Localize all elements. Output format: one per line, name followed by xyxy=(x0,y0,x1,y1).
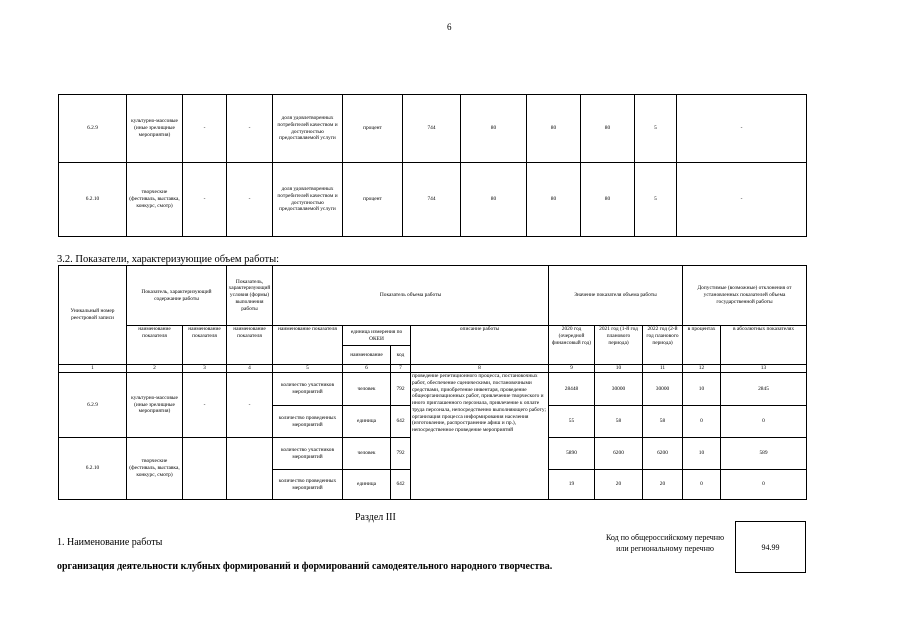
cell-absolute: 589 xyxy=(721,438,807,470)
cell-code: 6.2.10 xyxy=(59,163,127,237)
cell-value-3: 58 xyxy=(643,406,683,438)
cell-description: проведение репетиционного процесса, постановочных работ, обеспечение сценическими, постановочными средствами, приобретение инвентаря, проведение общеорганизационных работ, привлечение творческого и иного приглашенного персонала, привлечение к оплате труда персонала, непосредственно выполняющего работу; организация процесса информирования населения (изготовление, распространение афиш и пр.), непосредственное проведение мероприятий xyxy=(411,373,549,500)
work-name-label: 1. Наименование работы xyxy=(57,537,163,548)
cell-okei: 744 xyxy=(403,95,461,163)
cell-volume-name: количество участников мероприятий xyxy=(273,438,343,470)
cell-value-1: 55 xyxy=(549,406,595,438)
header-value-group: Значение показателя объема работы xyxy=(549,266,683,326)
cell-indicator: доля удовлетворенных потребителей качеством и доступностью предоставляемой услуги xyxy=(273,163,343,237)
header-row xyxy=(59,326,807,346)
cell-unit: единица xyxy=(343,406,391,438)
cell-code: 6.2.9 xyxy=(59,373,127,438)
header-unit-code: код xyxy=(391,346,411,365)
cell-percent: 0 xyxy=(683,470,721,500)
cell-c3: - xyxy=(183,373,227,438)
header-description: описание работы xyxy=(411,326,549,365)
col-number: 9 xyxy=(549,365,595,373)
work-name: организация деятельности клубных формирований и формирований самодеятельного народного творчества. xyxy=(57,561,553,572)
table-row xyxy=(59,373,807,406)
header-absolute: в абсолютных показателях xyxy=(721,326,807,365)
cell-okei: 642 xyxy=(391,406,411,438)
header-volume-group: Показатель объема работы xyxy=(273,266,549,326)
col-number: 12 xyxy=(683,365,721,373)
cell-code: 6.2.9 xyxy=(59,95,127,163)
header-unit-name: наименование xyxy=(343,346,391,365)
col-number: 4 xyxy=(227,365,273,373)
cell-value-2: 20 xyxy=(595,470,643,500)
cell-absolute: 2845 xyxy=(721,373,807,406)
header-row xyxy=(59,266,807,326)
cell-unit: процент xyxy=(343,163,403,237)
cell-value-1: 19 xyxy=(549,470,595,500)
cell-c4: - xyxy=(227,95,273,163)
col-number: 13 xyxy=(721,365,807,373)
col-number: 5 xyxy=(273,365,343,373)
cell-value-3: 80 xyxy=(581,95,635,163)
cell-value-3: 20 xyxy=(643,470,683,500)
page-number: 6 xyxy=(447,22,452,32)
cell-value-2: 30000 xyxy=(595,373,643,406)
cell-volume-name: количество проведенных мероприятий xyxy=(273,406,343,438)
header-unit: единица измерения по ОКЕИ xyxy=(343,326,411,346)
cell-content: культурно-массовые (иные зрелищные мероприятия) xyxy=(127,95,183,163)
cell-absolute: - xyxy=(677,163,807,237)
cell-value-1: 28448 xyxy=(549,373,595,406)
header-indicator-name: наименование показателя xyxy=(127,326,183,365)
cell-value-3: 6200 xyxy=(643,438,683,470)
cell-percent: 0 xyxy=(683,406,721,438)
col-number: 11 xyxy=(643,365,683,373)
cell-content: творческие (фестиваль, выставка, конкурс, смотр) xyxy=(127,438,183,500)
col-number: 10 xyxy=(595,365,643,373)
cell-unit: человек xyxy=(343,373,391,406)
header-indicator-name: наименование показателя xyxy=(183,326,227,365)
cell-c3: - xyxy=(183,95,227,163)
cell-value-1: 80 xyxy=(461,163,527,237)
header-year-1: 2020 год (очередной финансовый год) xyxy=(549,326,595,365)
cell-okei: 642 xyxy=(391,470,411,500)
cell-okei: 792 xyxy=(391,438,411,470)
col-number: 2 xyxy=(127,365,183,373)
col-number: 3 xyxy=(183,365,227,373)
cell-c4: - xyxy=(227,373,273,438)
cell-value-2: 6200 xyxy=(595,438,643,470)
cell-okei: 792 xyxy=(391,373,411,406)
cell-unit: процент xyxy=(343,95,403,163)
cell-value-3: 30000 xyxy=(643,373,683,406)
code-value-box xyxy=(735,521,806,573)
cell-content: культурно-массовые (иные зрелищные мероприятия) xyxy=(127,373,183,438)
col-number: 7 xyxy=(391,365,411,373)
header-content-group: Показатель, характеризующий содержание работы xyxy=(127,266,227,326)
col-number: 6 xyxy=(343,365,391,373)
code-value: 94.99 xyxy=(761,542,780,552)
cell-c3: - xyxy=(183,163,227,237)
section-label: Раздел III xyxy=(355,512,396,523)
table-row xyxy=(59,95,807,163)
section-title: 3.2. Показатели, характеризующие объем работы: xyxy=(57,254,280,265)
cell-content: творческие (фестиваль, выставка, конкурс, смотр) xyxy=(127,163,183,237)
cell-value-1: 80 xyxy=(461,95,527,163)
col-number: 1 xyxy=(59,365,127,373)
cell-absolute: 0 xyxy=(721,470,807,500)
header-volume-name: наименование показателя xyxy=(273,326,343,365)
cell-unit: человек xyxy=(343,438,391,470)
cell-c4 xyxy=(227,438,273,500)
table-row xyxy=(59,163,807,237)
cell-percent: 10 xyxy=(683,373,721,406)
cell-value-2: 80 xyxy=(527,163,581,237)
cell-percent: 10 xyxy=(683,438,721,470)
cell-value-1: 5890 xyxy=(549,438,595,470)
header-year-3: 2022 год (2-й год планового периода) xyxy=(643,326,683,365)
cell-unit: единица xyxy=(343,470,391,500)
cell-value-2: 80 xyxy=(527,95,581,163)
cell-percent: 5 xyxy=(635,95,677,163)
col-number: 8 xyxy=(411,365,549,373)
cell-volume-name: количество участников мероприятий xyxy=(273,373,343,406)
cell-okei: 744 xyxy=(403,163,461,237)
cell-absolute: 0 xyxy=(721,406,807,438)
header-deviation-group: Допустимые (возможные) отклонения от установленных показателей объема государственной работы xyxy=(683,266,807,326)
header-indicator-name: наименование показателя xyxy=(227,326,273,365)
cell-c4: - xyxy=(227,163,273,237)
cell-c3 xyxy=(183,438,227,500)
cell-volume-name: количество проведенных мероприятий xyxy=(273,470,343,500)
cell-absolute: - xyxy=(677,95,807,163)
quality-indicators-table xyxy=(58,94,807,237)
header-reg-number: Уникальный номер реестровой записи xyxy=(59,266,127,365)
cell-value-2: 58 xyxy=(595,406,643,438)
volume-indicators-table xyxy=(58,265,807,500)
header-percent: в процентах xyxy=(683,326,721,365)
code-label: Код по общероссийскому перечню или региональному перечню xyxy=(605,533,725,553)
cell-indicator: доля удовлетворенных потребителей качеством и доступностью предоставляемой услуги xyxy=(273,95,343,163)
column-number-row xyxy=(59,365,807,373)
cell-value-3: 80 xyxy=(581,163,635,237)
header-year-2: 2021 год (1-й год планового периода) xyxy=(595,326,643,365)
cell-percent: 5 xyxy=(635,163,677,237)
cell-code: 6.2.10 xyxy=(59,438,127,500)
header-condition-group: Показатель, характеризующий условия (формы) выполнения работы xyxy=(227,266,273,326)
